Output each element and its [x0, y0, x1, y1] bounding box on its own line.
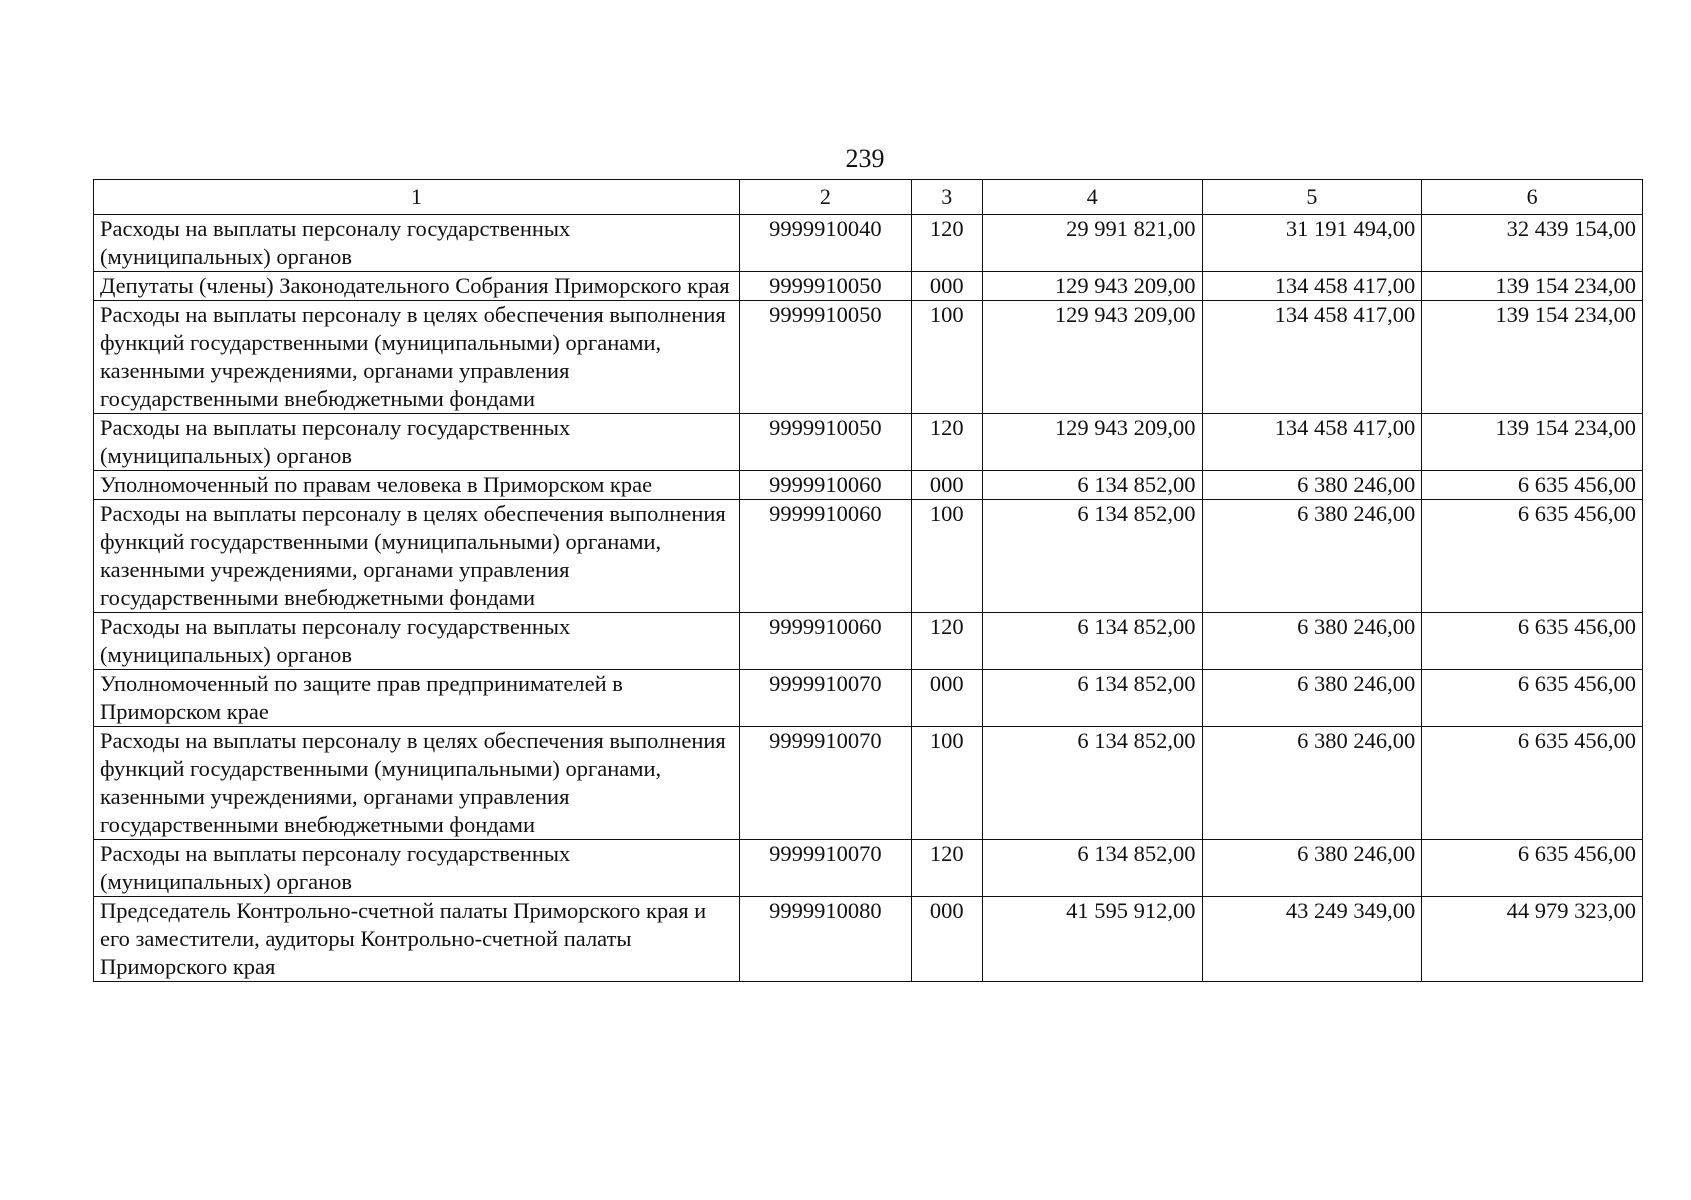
- amount-col-4: 129 943 209,00: [982, 301, 1202, 414]
- amount-col-6: 32 439 154,00: [1422, 215, 1643, 272]
- expense-type-code: 120: [911, 215, 982, 272]
- expense-type-code: 100: [911, 500, 982, 613]
- expense-name: Уполномоченный по защите прав предпринимателей в Приморском крае: [94, 670, 740, 727]
- table-row: [94, 727, 1643, 840]
- page-number: 239: [845, 144, 885, 173]
- amount-col-5: 6 380 246,00: [1202, 471, 1422, 500]
- amount-col-4: 6 134 852,00: [982, 670, 1202, 727]
- amount-col-6: 6 635 456,00: [1422, 670, 1643, 727]
- table-row: [94, 897, 1643, 982]
- amount-col-4: 129 943 209,00: [982, 272, 1202, 301]
- amount-col-5: 6 380 246,00: [1202, 670, 1422, 727]
- table-row: [94, 414, 1643, 471]
- table-row: [94, 471, 1643, 500]
- target-article-code: 9999910080: [740, 897, 912, 982]
- target-article-code: 9999910050: [740, 272, 912, 301]
- expense-name: Расходы на выплаты персоналу государственных (муниципальных) органов: [94, 414, 740, 471]
- expense-name: Депутаты (члены) Законодательного Собрания Приморского края: [94, 272, 740, 301]
- column-header: 1: [94, 180, 740, 215]
- expense-type-code: 000: [911, 897, 982, 982]
- expense-name: Расходы на выплаты персоналу государственных (муниципальных) органов: [94, 613, 740, 670]
- expense-name: Расходы на выплаты персоналу в целях обеспечения выполнения функций государственными (муниципальными) органами, казенными учреждениями, органами управления государственными внебюджетными фондами: [94, 727, 740, 840]
- amount-col-6: 6 635 456,00: [1422, 613, 1643, 670]
- amount-col-6: 6 635 456,00: [1422, 471, 1643, 500]
- budget-table: [93, 179, 1643, 982]
- amount-col-4: 6 134 852,00: [982, 840, 1202, 897]
- expense-type-code: 000: [911, 272, 982, 301]
- amount-col-4: 129 943 209,00: [982, 414, 1202, 471]
- amount-col-6: 6 635 456,00: [1422, 500, 1643, 613]
- target-article-code: 9999910060: [740, 500, 912, 613]
- target-article-code: 9999910050: [740, 301, 912, 414]
- amount-col-5: 6 380 246,00: [1202, 727, 1422, 840]
- amount-col-6: 139 154 234,00: [1422, 301, 1643, 414]
- expense-name: Председатель Контрольно-счетной палаты Приморского края и его заместители, аудиторы Контрольно-счетной палаты Приморского края: [94, 897, 740, 982]
- table-row: [94, 840, 1643, 897]
- target-article-code: 9999910050: [740, 414, 912, 471]
- column-header: 6: [1422, 180, 1643, 215]
- table-row: [94, 500, 1643, 613]
- target-article-code: 9999910070: [740, 670, 912, 727]
- amount-col-6: 44 979 323,00: [1422, 897, 1643, 982]
- target-article-code: 9999910040: [740, 215, 912, 272]
- expense-name: Уполномоченный по правам человека в Приморском крае: [94, 471, 740, 500]
- expense-type-code: 100: [911, 727, 982, 840]
- amount-col-5: 6 380 246,00: [1202, 613, 1422, 670]
- expense-name: Расходы на выплаты персоналу в целях обеспечения выполнения функций государственными (муниципальными) органами, казенными учреждениями, органами управления государственными внебюджетными фондами: [94, 500, 740, 613]
- amount-col-5: 134 458 417,00: [1202, 301, 1422, 414]
- amount-col-4: 6 134 852,00: [982, 727, 1202, 840]
- column-header: 3: [911, 180, 982, 215]
- amount-col-4: 6 134 852,00: [982, 471, 1202, 500]
- amount-col-6: 6 635 456,00: [1422, 840, 1643, 897]
- expense-name: Расходы на выплаты персоналу государственных (муниципальных) органов: [94, 840, 740, 897]
- expense-name: Расходы на выплаты персоналу государственных (муниципальных) органов: [94, 215, 740, 272]
- expense-type-code: 000: [911, 471, 982, 500]
- amount-col-5: 6 380 246,00: [1202, 840, 1422, 897]
- expense-type-code: 120: [911, 840, 982, 897]
- expense-name: Расходы на выплаты персоналу в целях обеспечения выполнения функций государственными (муниципальными) органами, казенными учреждениями, органами управления государственными внебюджетными фондами: [94, 301, 740, 414]
- table-row: [94, 670, 1643, 727]
- amount-col-5: 134 458 417,00: [1202, 272, 1422, 301]
- amount-col-4: 6 134 852,00: [982, 613, 1202, 670]
- table-row: [94, 301, 1643, 414]
- amount-col-4: 41 595 912,00: [982, 897, 1202, 982]
- target-article-code: 9999910060: [740, 471, 912, 500]
- amount-col-5: 43 249 349,00: [1202, 897, 1422, 982]
- table-row: [94, 272, 1643, 301]
- target-article-code: 9999910070: [740, 840, 912, 897]
- amount-col-5: 6 380 246,00: [1202, 500, 1422, 613]
- target-article-code: 9999910070: [740, 727, 912, 840]
- expense-type-code: 120: [911, 414, 982, 471]
- amount-col-6: 139 154 234,00: [1422, 272, 1643, 301]
- expense-type-code: 100: [911, 301, 982, 414]
- amount-col-6: 6 635 456,00: [1422, 727, 1643, 840]
- amount-col-6: 139 154 234,00: [1422, 414, 1643, 471]
- column-header: 5: [1202, 180, 1422, 215]
- column-header: 2: [740, 180, 912, 215]
- header-row: [94, 180, 1643, 215]
- column-header: 4: [982, 180, 1202, 215]
- amount-col-4: 29 991 821,00: [982, 215, 1202, 272]
- target-article-code: 9999910060: [740, 613, 912, 670]
- table-row: [94, 215, 1643, 272]
- amount-col-4: 6 134 852,00: [982, 500, 1202, 613]
- expense-type-code: 120: [911, 613, 982, 670]
- expense-type-code: 000: [911, 670, 982, 727]
- table-row: [94, 613, 1643, 670]
- amount-col-5: 31 191 494,00: [1202, 215, 1422, 272]
- amount-col-5: 134 458 417,00: [1202, 414, 1422, 471]
